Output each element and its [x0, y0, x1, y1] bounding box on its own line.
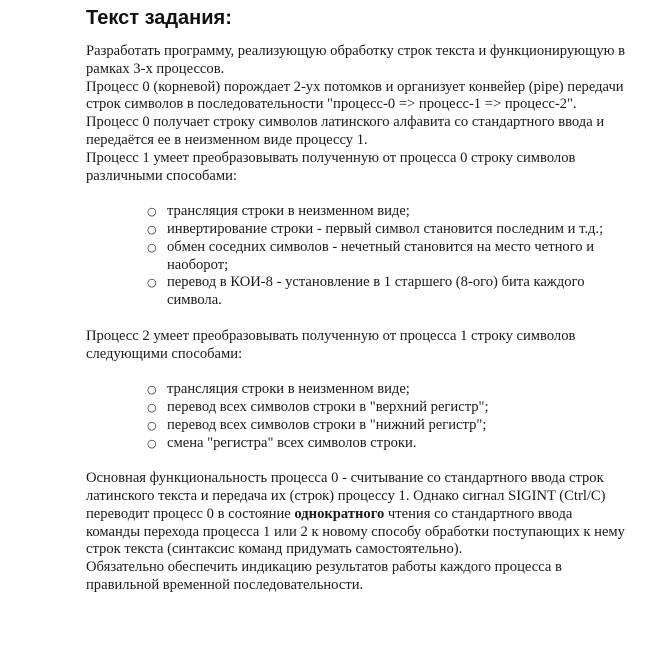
- list-item-text: обмен соседних символов - нечетный становится на место четного и наоборот;: [167, 238, 595, 273]
- list-item-text: перевод всех символов строки в "нижний регистр";: [167, 416, 487, 433]
- list-item-text: трансляция строки в неизменном виде;: [167, 381, 410, 398]
- main-func-text-start: Основная функциональность процесса 0 - считывание со стандартного ввода строк латинского текста и передача их (строк) процессу 1. Однако сигнал SIGINT (Ctrl/C) переводит процесс 0 в состояние: [86, 470, 606, 522]
- main-func-text-end: чтения со стандартного ввода команды перехода процесса 1 или 2 к новому способу обработки поступающих к нему строк текста (синтаксис команд придумать самостоятельно).: [86, 505, 625, 558]
- paragraph-process0-input: Процесс 0 получает строку символов латинского алфавита со стандартного ввода и передаётся ее в неизменном виде процессу 1.: [86, 114, 605, 148]
- list-item: [147, 398, 626, 417]
- paragraph-process2-intro: Процесс 2 умеет преобразовывать полученную от процесса 1 строку символов следующими способами:: [86, 327, 576, 362]
- task-title: Текст задания:: [86, 7, 232, 29]
- list-item-text: перевод в КОИ-8 - установление в 1 старшего (8-ого) бита каждого символа.: [167, 274, 585, 309]
- list-item: [147, 381, 626, 399]
- list-item-text: инвертирование строки - первый символ становится последним и т.д.;: [167, 220, 604, 237]
- list-item: [147, 203, 626, 221]
- list-item-text: трансляция строки в неизменном виде;: [167, 203, 410, 220]
- circle-bullet-icon: ○: [147, 240, 157, 254]
- circle-bullet-icon: ○: [147, 276, 157, 290]
- circle-bullet-icon: ○: [147, 222, 157, 236]
- circle-bullet-icon: ○: [147, 205, 157, 219]
- task-body: [86, 43, 626, 595]
- main-func-bold-word: однократного: [294, 505, 385, 522]
- circle-bullet-icon: ○: [147, 383, 157, 397]
- paragraph-process0-spawn: Процесс 0 (корневой) порождает 2-ух потомков и организует конвейер (pipe) передачи строк символов в последовательности "процесс-0 => процесс-1 => процесс-2".: [86, 78, 624, 113]
- circle-bullet-icon: ○: [147, 400, 157, 414]
- list-item-text: смена "регистра" всех символов строки.: [167, 434, 417, 451]
- circle-bullet-icon: ○: [147, 418, 157, 432]
- process1-methods-list: [86, 203, 626, 310]
- paragraph-intro: Разработать программу, реализующую обработку строк текста и функционирующую в рамках 3-х процессов.: [86, 43, 626, 77]
- list-item: [147, 274, 626, 310]
- list-item: [147, 416, 626, 435]
- list-item: [147, 434, 626, 453]
- paragraph-final-requirement: Обязательно обеспечить индикацию результатов работы каждого процесса в правильной временной последовательности.: [86, 559, 562, 593]
- process2-methods-list: [86, 381, 626, 452]
- list-item-text: перевод всех символов строки в "верхний регистр";: [167, 398, 489, 415]
- list-item: [147, 238, 626, 275]
- paragraph-main-functionality: [86, 470, 626, 559]
- circle-bullet-icon: ○: [147, 436, 157, 450]
- list-item: [147, 220, 626, 239]
- paragraph-process1-intro: Процесс 1 умеет преобразовывать полученную от процесса 0 строку символов различными способами:: [86, 149, 576, 184]
